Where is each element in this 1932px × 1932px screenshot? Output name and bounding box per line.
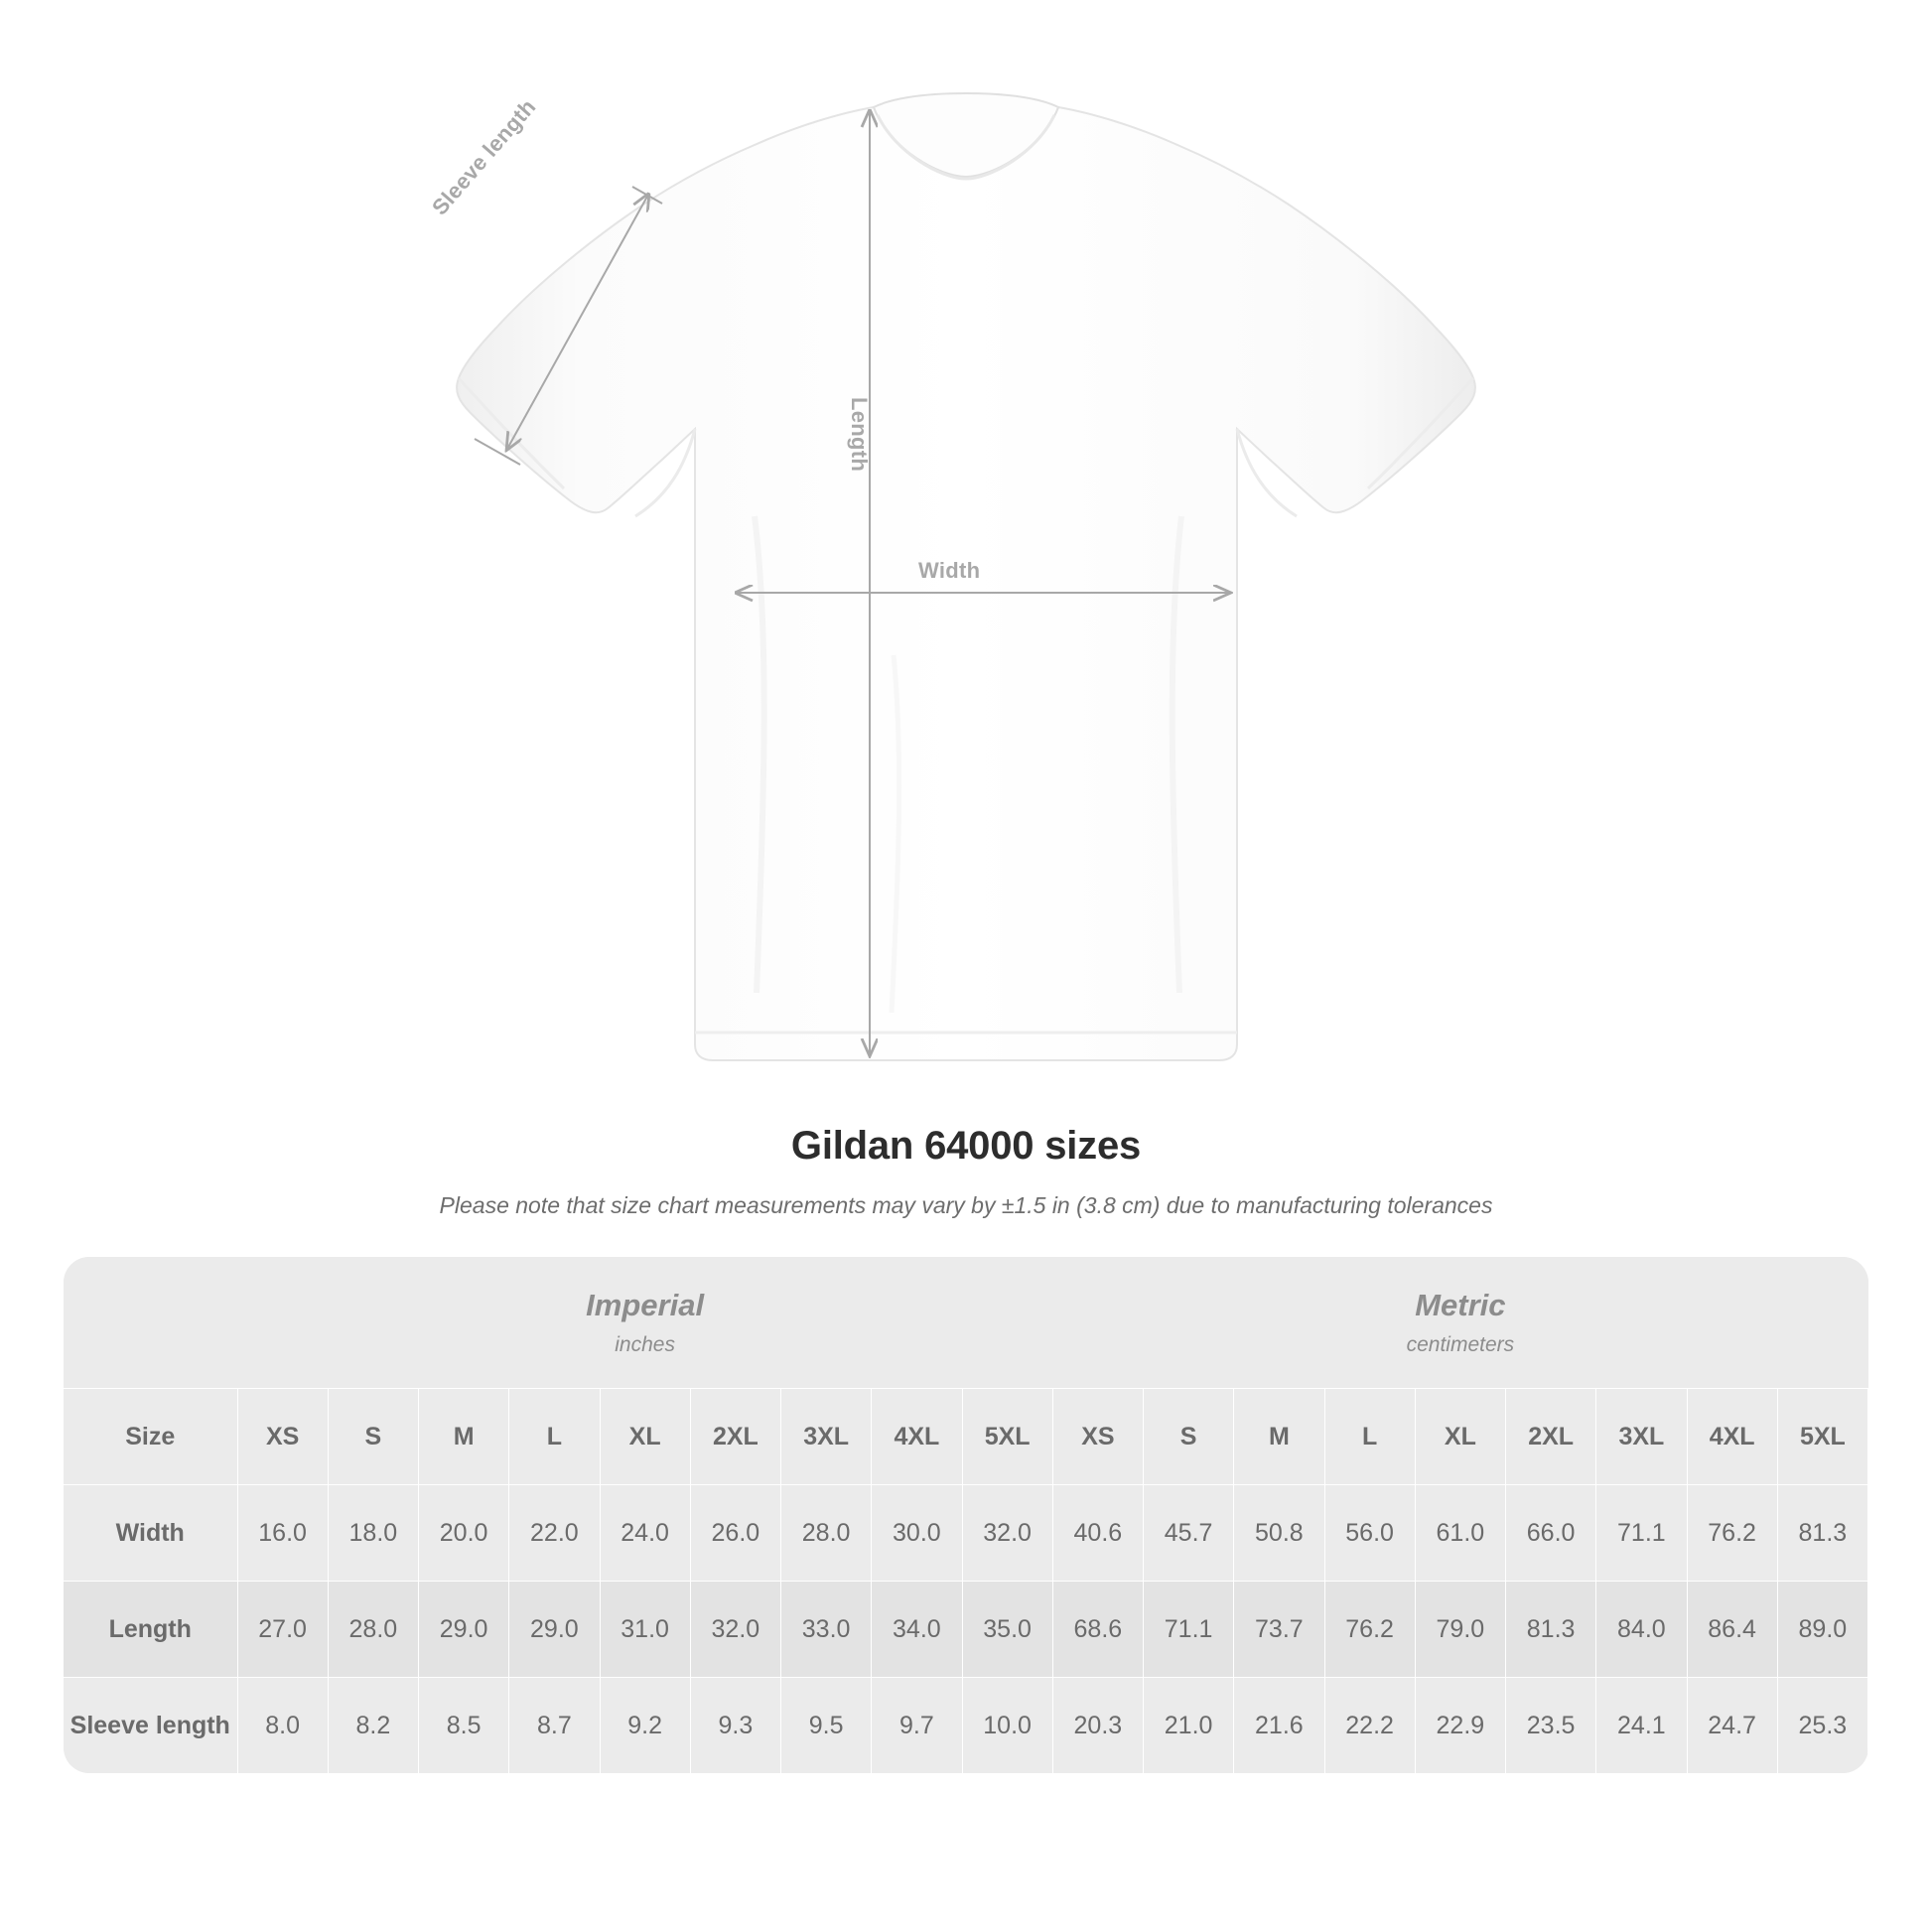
measurement-cell: 21.0 — [1144, 1678, 1234, 1774]
size-cell: 4XL — [872, 1389, 962, 1485]
measurement-cell: 22.9 — [1415, 1678, 1505, 1774]
imperial-unit-label: inches — [615, 1333, 675, 1356]
measurement-cell: 73.7 — [1234, 1582, 1324, 1678]
size-cell: S — [1144, 1389, 1234, 1485]
size-cell: 4XL — [1687, 1389, 1777, 1485]
page-title: Gildan 64000 sizes — [790, 1124, 1142, 1168]
measurement-cell: 61.0 — [1415, 1485, 1505, 1582]
metric-system-label: Metric — [1415, 1288, 1506, 1322]
table-row — [64, 1678, 1868, 1774]
measurement-cell: 8.2 — [328, 1678, 418, 1774]
unit-header-row — [64, 1257, 1868, 1389]
measurement-cell: 9.3 — [690, 1678, 780, 1774]
measurement-cell: 8.5 — [419, 1678, 509, 1774]
measurement-cell: 21.6 — [1234, 1678, 1324, 1774]
size-cell: XL — [1415, 1389, 1505, 1485]
measurement-cell: 29.0 — [419, 1582, 509, 1678]
size-cell: M — [1234, 1389, 1324, 1485]
measurement-cell: 50.8 — [1234, 1485, 1324, 1582]
measurement-cell: 8.7 — [509, 1678, 600, 1774]
size-cell: XS — [237, 1389, 328, 1485]
size-row-label: Size — [64, 1389, 237, 1485]
metric-header — [1052, 1257, 1867, 1389]
row-label-length: Length — [64, 1582, 237, 1678]
table-row — [64, 1582, 1868, 1678]
measurement-cell: 23.5 — [1506, 1678, 1596, 1774]
measurement-cell: 24.1 — [1596, 1678, 1687, 1774]
measurement-cell: 24.0 — [600, 1485, 690, 1582]
measurement-cell: 8.0 — [237, 1678, 328, 1774]
measurement-cell: 81.3 — [1506, 1582, 1596, 1678]
measurement-cell: 66.0 — [1506, 1485, 1596, 1582]
measurement-cell: 16.0 — [237, 1485, 328, 1582]
measurement-cell: 81.3 — [1777, 1485, 1867, 1582]
measurement-cell: 20.0 — [419, 1485, 509, 1582]
measurement-cell: 9.2 — [600, 1678, 690, 1774]
imperial-header — [237, 1257, 1052, 1389]
size-cell: L — [509, 1389, 600, 1485]
measurement-cell: 76.2 — [1324, 1582, 1415, 1678]
measurement-cell: 31.0 — [600, 1582, 690, 1678]
measurement-cell: 22.0 — [509, 1485, 600, 1582]
size-table-container — [64, 1257, 1868, 1773]
measurement-cell: 28.0 — [781, 1485, 872, 1582]
measurement-cell: 29.0 — [509, 1582, 600, 1678]
width-label: Width — [918, 558, 981, 583]
measurement-cell: 20.3 — [1052, 1678, 1143, 1774]
length-label: Length — [847, 397, 872, 473]
table-corner — [64, 1257, 237, 1389]
sleeve-length-label: Sleeve length — [427, 94, 541, 220]
title-block — [0, 1124, 1932, 1219]
measurement-cell: 71.1 — [1596, 1485, 1687, 1582]
size-cell: M — [419, 1389, 509, 1485]
measurement-cell: 28.0 — [328, 1582, 418, 1678]
table-row — [64, 1485, 1868, 1582]
size-cell: XS — [1052, 1389, 1143, 1485]
measurement-cell: 9.5 — [781, 1678, 872, 1774]
row-label-width: Width — [64, 1485, 237, 1582]
size-cell: S — [328, 1389, 418, 1485]
size-cell: L — [1324, 1389, 1415, 1485]
measurement-cell: 9.7 — [872, 1678, 962, 1774]
size-cell: 2XL — [1506, 1389, 1596, 1485]
size-cell: 3XL — [781, 1389, 872, 1485]
imperial-system-label: Imperial — [586, 1288, 705, 1322]
measurement-cell: 32.0 — [962, 1485, 1052, 1582]
measurement-cell: 26.0 — [690, 1485, 780, 1582]
size-cell: 2XL — [690, 1389, 780, 1485]
measurement-cell: 27.0 — [237, 1582, 328, 1678]
measurement-cell: 76.2 — [1687, 1485, 1777, 1582]
metric-unit-label: centimeters — [1406, 1333, 1515, 1356]
measurement-cell: 56.0 — [1324, 1485, 1415, 1582]
measurement-cell: 86.4 — [1687, 1582, 1777, 1678]
measurement-cell: 79.0 — [1415, 1582, 1505, 1678]
measurement-cell: 32.0 — [690, 1582, 780, 1678]
measurement-cell: 84.0 — [1596, 1582, 1687, 1678]
measurement-cell: 45.7 — [1144, 1485, 1234, 1582]
measurement-cell: 30.0 — [872, 1485, 962, 1582]
measurement-cell: 10.0 — [962, 1678, 1052, 1774]
measurement-cell: 68.6 — [1052, 1582, 1143, 1678]
size-table — [64, 1257, 1868, 1773]
size-cell: 5XL — [962, 1389, 1052, 1485]
size-cell: 3XL — [1596, 1389, 1687, 1485]
measurement-cell: 34.0 — [872, 1582, 962, 1678]
size-cell: XL — [600, 1389, 690, 1485]
measurement-cell: 22.2 — [1324, 1678, 1415, 1774]
measurement-cell: 35.0 — [962, 1582, 1052, 1678]
row-label-sleeve-length: Sleeve length — [64, 1678, 237, 1774]
measurement-cell: 71.1 — [1144, 1582, 1234, 1678]
measurement-cell: 89.0 — [1777, 1582, 1867, 1678]
tolerance-note: Please note that size chart measurements may vary by ±1.5 in (3.8 cm) due to manufacturing tolerances — [439, 1192, 1493, 1218]
measurement-cell: 33.0 — [781, 1582, 872, 1678]
size-header-row — [64, 1389, 1868, 1485]
measurement-cell: 18.0 — [328, 1485, 418, 1582]
measurement-cell: 25.3 — [1777, 1678, 1867, 1774]
measurement-cell: 40.6 — [1052, 1485, 1143, 1582]
size-cell: 5XL — [1777, 1389, 1867, 1485]
measurement-cell: 24.7 — [1687, 1678, 1777, 1774]
